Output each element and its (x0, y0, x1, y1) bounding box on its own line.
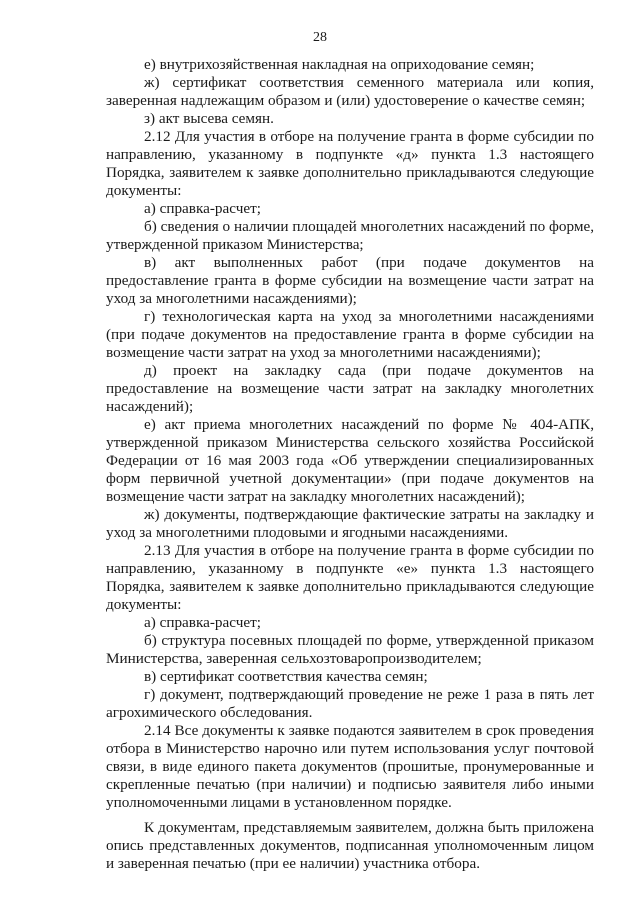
paragraph-item-z-sowing-act: з) акт высева семян. (144, 110, 274, 127)
paragraph-document-inventory: К документам, представляемым заявителем, должна быть приложена опись представленных документов, подписанная уполномоченным лицом и заверенная печатью (при ее наличии) участника отбора. (106, 819, 594, 872)
paragraph-item-e-acceptance-act: е) акт приема многолетних насаждений по форме № 404-АПК, утвержденной приказом Министерства сельского хозяйства Российской Федерации от 16 мая 2003 года «Об утверждении специализированных форм первичной учетной документации» (при подаче документов на возмещение части затрат на закладку многолетних насаждений); (106, 416, 594, 505)
paragraph-section-2-12: 2.12 Для участия в отборе на получение гранта в форме субсидии по направлению, указанному в подпункте «д» пункта 1.3 настоящего Порядка, заявителем к заявке дополнительно прикладываются следующие документы: (106, 128, 594, 199)
paragraph-item-zh-expense-documents: ж) документы, подтверждающие фактические затраты на закладку и уход за многолетними плодовыми и ягодными насаждениями. (106, 506, 594, 541)
paragraph-item-a-calculation: а) справка-расчет; (144, 200, 261, 217)
paragraph-item-g-agrochemical-survey: г) документ, подтверждающий проведение не реже 1 раза в пять лет агрохимического обследования. (106, 686, 594, 721)
paragraph-item-b-sowing-structure: б) структура посевных площадей по форме, утвержденной приказом Министерства, заверенная сельхозтоваропроизводителем; (106, 632, 594, 667)
document-body (106, 56, 594, 873)
paragraph-item-d-garden-project: д) проект на закладку сада (при подаче документов на предоставление на возмещение части затрат на закладку многолетних насаждений); (106, 362, 594, 415)
paragraph-item-zh-certificate: ж) сертификат соответствия семенного материала или копия, заверенная надлежащим образом и (или) удостоверение о качестве семян; (106, 74, 594, 109)
page-number: 28 (313, 30, 327, 45)
paragraph-item-e-invoice: е) внутрихозяйственная накладная на оприходование семян; (144, 56, 535, 73)
paragraph-section-2-13: 2.13 Для участия в отборе на получение гранта в форме субсидии по направлению, указанному в подпункте «е» пункта 1.3 настоящего Порядка, заявителем к заявке дополнительно прикладываются следующие документы: (106, 542, 594, 613)
paragraph-section-2-14: 2.14 Все документы к заявке подаются заявителем в срок проведения отбора в Министерство нарочно или путем использования услуг почтовой связи, в виде единого пакета документов (прошитые, пронумерованные и скрепленные печатью (при наличии) и подписью заявителя либо иными уполномоченными лицами в установленном порядке. (106, 722, 594, 811)
paragraph-item-g-technology-map: г) технологическая карта на уход за многолетними насаждениями (при подаче документов на предоставление гранта в форме субсидии на возмещение части затрат на уход за многолетними насаждениями); (106, 308, 594, 361)
paragraph-item-v-seed-certificate: в) сертификат соответствия качества семян; (144, 668, 428, 685)
paragraph-item-a-calculation-2: а) справка-расчет; (144, 614, 261, 631)
paragraph-item-b-perennial-areas: б) сведения о наличии площадей многолетних насаждений по форме, утвержденной приказом Министерства; (106, 218, 594, 253)
paragraph-item-v-works-act: в) акт выполненных работ (при подаче документов на предоставление гранта в форме субсидии на возмещение части затрат на уход за многолетними насаждениями); (106, 254, 594, 307)
